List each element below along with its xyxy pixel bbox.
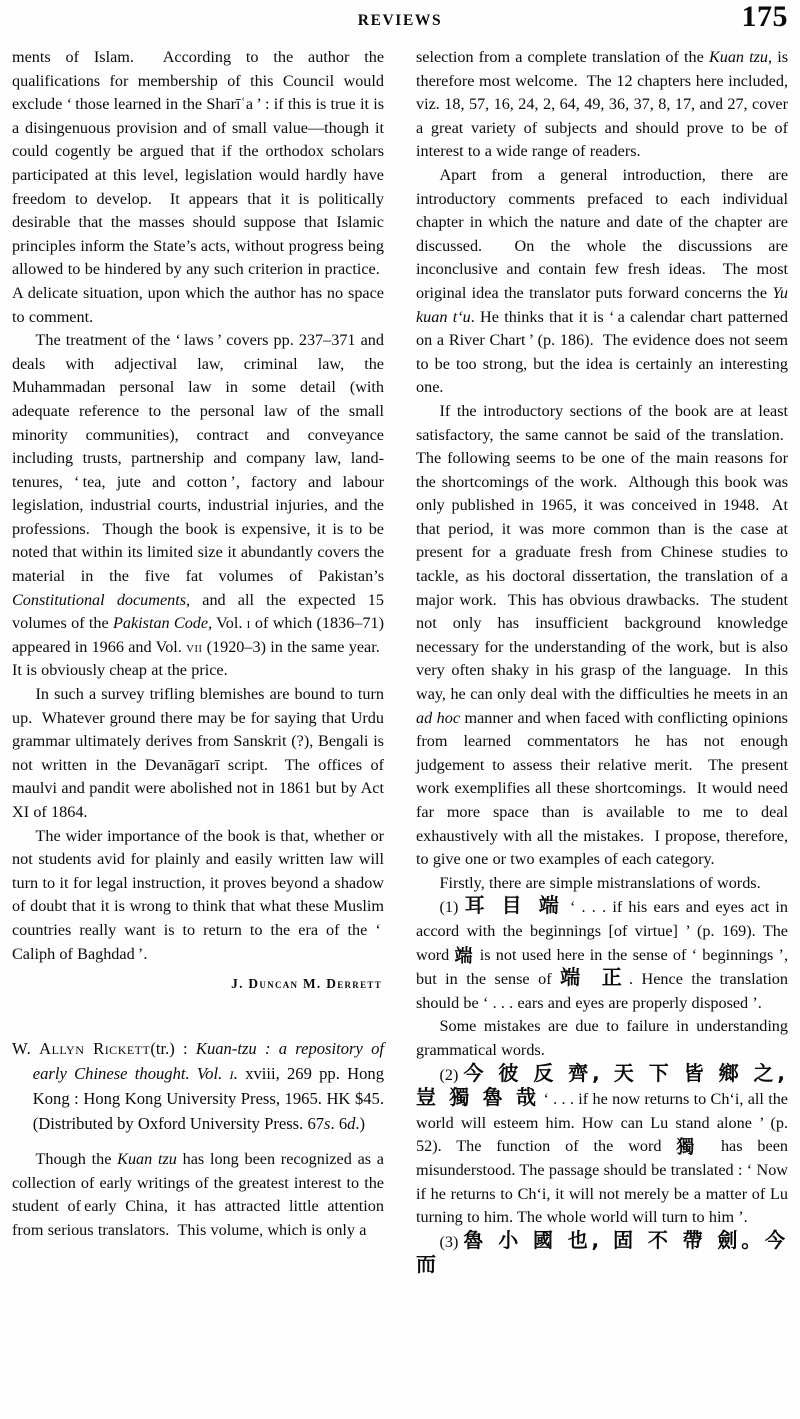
example-number-2: (2) xyxy=(439,1065,459,1084)
paragraph-firstly xyxy=(416,872,788,896)
column-right xyxy=(416,46,788,1279)
text-run: manner and when faced with conflicting opinions from learned commentators he has not enough judgement to assess their relative merit. The present work exemplifies all these shortcomings. It would need far more space than is available to me to deal exhaustively with all the mistakes. I propose, therefore, to give one or two examples of each category. xyxy=(416,708,788,869)
book-title: Kuan-tzu : a repository of early Chinese thought. xyxy=(32,1039,385,1084)
paragraph-islam-continuation xyxy=(12,46,384,329)
cjk-char-du: 獨 xyxy=(676,1137,707,1159)
text-run: The treatment of the ‘ laws ’ covers pp. 237–371 and deals with adjectival law, criminal law, the Muhammadan personal law in some detail (with adequate reference to the personal law of the small minority communities), contract and conveyance including trusts, partnership and company law, land-tenures, ‘ tea, jute and cotton ’, factory and labour legislation, industrial courts, industrial injuries, and the professions. Though the book is expensive, it is to be noted that within its limited size it abundantly covers the material in the five fat volumes of Pakistan’s xyxy=(12,331,384,586)
text-run: , is therefore most welcome. The 12 chapters here included, viz. 18, 57, 16, 24, 2, 64, 49, 36, 37, 8, 17, and 27, cover a great variety of subjects and should prove to be of interest to a wide range of readers. xyxy=(416,48,788,161)
example-item-1 xyxy=(416,895,788,1015)
cjk-phrase-ear-eye-duan: 耳 目 端 xyxy=(464,893,564,918)
two-column-body xyxy=(12,46,788,1279)
paragraph-laws-treatment xyxy=(12,329,384,683)
italic-kuan-tzu: Kuan tzu xyxy=(708,48,769,66)
cjk-phrase-jin-bi-fan-qi: 今 彼 反 齊, 天 下 皆 鄉 之, 豈 獨 魯 哉 xyxy=(416,1060,789,1110)
running-head xyxy=(12,0,788,40)
text-run: Firstly, there are simple mistranslations of words. xyxy=(439,873,761,892)
shilling-mark: s xyxy=(324,1114,331,1134)
book-volume: Vol. i. xyxy=(196,1064,238,1084)
text-run: Some mistakes are due to failure in understanding grammatical words. xyxy=(416,1017,788,1059)
book-heading-close: .) xyxy=(355,1114,366,1134)
paragraph-blemishes xyxy=(12,683,384,825)
cjk-phrase-lu-xiao-guo: 魯 小 國 也, 固 不 帶 劍。今 而 xyxy=(416,1227,788,1277)
text-run: Apart from a general introduction, there are introductory comments prefaced to each individual chapter in which the nature and date of the chapter are discussed. On the whole the discussions are inconclusive and contain few fresh ideas. The most original idea the translator puts forward concerns the xyxy=(416,165,788,302)
example-item-2 xyxy=(416,1060,789,1230)
text-run: , Vol. i of which (1836–71) appeared in 1966 and Vol. vii (1920–3) in the same year. It is obviously cheap at the price. xyxy=(12,614,384,680)
running-head-title: REVIEWS xyxy=(357,12,443,29)
italic-title-pakistan-code: Pakistan Code xyxy=(112,614,209,633)
example-1-middle: is not used here in the sense of ‘ beginnings ’, but in the sense of xyxy=(416,945,788,989)
text-run: If the introductory sections of the book are at least satisfactory, the same cannot be said of the translation. The following seems to be one of the main reasons for the shortcomings of the work. Although this book was only published in 1965, it was conceived in 1948. At that period, it was more common than is the case at present for a graduate fresh from Chinese studies to tackle, as his doctoral dissertation, the translation of a major work. This has obvious drawbacks. The student not only has insufficient background knowledge necessary for the understanding of the work, but is also very often shaky in his grasp of the language. In this way, he can only deal with the difficulties he meets in an xyxy=(416,401,788,704)
italic-title-constitutional-documents: Constitutional documents xyxy=(12,590,187,609)
text-run: selection from a complete translation of the xyxy=(416,48,709,66)
pence-mark: d xyxy=(347,1114,356,1134)
roman-numeral-seven: vii xyxy=(186,637,203,656)
paragraph-introductory-comments xyxy=(416,164,788,400)
roman-numeral-one: i xyxy=(246,614,251,633)
cjk-char-duan: 端 xyxy=(454,945,475,967)
italic-kuan-tzu: Kuan tzu xyxy=(117,1150,177,1169)
reviewer-signature: J. Duncan M. Derrett xyxy=(231,976,382,992)
pence-join: . 6 xyxy=(330,1114,348,1134)
example-2-body-after: has been misunderstood. The passage should be translated : ‘ Now if he returns to Chʻi, it will not merely be a matter of Lu turning to him. The whole world will turn to him ’. xyxy=(416,1137,788,1227)
text-run: has long been recognized as a collection of early writings of the greatest interest to the student of early China, it has attracted little attention from serious translators. This volume, which is only a xyxy=(12,1150,384,1239)
page-number: 175 xyxy=(741,0,788,33)
text-run: . He thinks that it is ‘ a calendar chart patterned on a River Chart ’ (p. 186). The evidence does not seem to be too strong, but the idea is certainly an interesting one. xyxy=(416,307,788,397)
example-number-3: (3) xyxy=(439,1232,459,1251)
text-run: Though the xyxy=(35,1150,118,1169)
paragraph-selection-chapters xyxy=(416,46,788,164)
text-run: In such a survey trifling blemishes are bound to turn up. Whatever ground there may be for saying that Urdu grammar ultimately derives from Sanskrit (?), Bengali is not written in the Devanāgarī script. The offices of maulvi and pandit were abolished not in 1861 but by Act XI of 1864. xyxy=(12,685,384,821)
example-number-1: (1) xyxy=(439,898,459,917)
example-1-quote: ‘ . . . if his ears and eyes act in accord with the beginnings [of virtue] ’ (p. 169). The word xyxy=(416,898,789,964)
paragraph-grammatical-words xyxy=(416,1015,788,1062)
book-author: W. Allyn Rickett xyxy=(12,1039,151,1059)
book-role: (tr.) : xyxy=(150,1039,196,1059)
italic-ad-hoc: ad hoc xyxy=(416,708,461,727)
cjk-phrase-duan-zheng: 端 正 xyxy=(560,965,630,990)
book-volume-number: i xyxy=(229,1064,234,1084)
text-run: The wider importance of the book is that, whether or not students avid for plainly and easily written law will turn to it for legal instruction, it proves beyond a shadow of doubt that it is wrong to think that what these Muslim countries really want is to return to the era of the ‘ Caliph of Baghdad ’. xyxy=(12,826,384,963)
book-heading xyxy=(12,1036,384,1136)
paragraph-kuan-tzu-intro xyxy=(12,1148,384,1242)
column-left xyxy=(12,46,384,1243)
example-2-body-before: ‘ . . . if he now returns to Chʻi, all the world will esteem him. How can Lu stand alone ’ (p. 52). The function of the word xyxy=(416,1090,788,1156)
book-volume-label: Vol. xyxy=(196,1064,223,1084)
book-pagination: xviii, 269 pp. Hong Kong : Hong Kong University Press, 1965. HK $45. (Distributed by Oxford University Press. 67 xyxy=(32,1064,384,1134)
text-run: ments of Islam. According to the author the qualifications for membership of this Council would exclude ‘ those learned in the Sharīʿa ’ : if this is true it is a disingenuous provision and of small value—though it could cogently be argued that if the orthodox scholars participated at this level, legislation would hardly have freedom to develop. It appears that it is politically desirable that the masses should suppose that Islamic principles inform the State’s acts, without progress being allowed to be hindered by any such criterion in practice. A delicate situation, upon which the author has no space to comment. xyxy=(12,48,384,326)
text-run: , and all the expected 15 volumes of the xyxy=(12,590,384,633)
paragraph-wider-importance xyxy=(12,825,384,967)
example-1-tail: . Hence the translation should be ‘ . . . ears and eyes are properly disposed ’. xyxy=(416,970,788,1012)
example-item-3 xyxy=(416,1227,788,1279)
italic-yu-kuan-tu: Yu kuan tʻu xyxy=(416,283,788,326)
paragraph-shortcomings xyxy=(416,400,788,872)
